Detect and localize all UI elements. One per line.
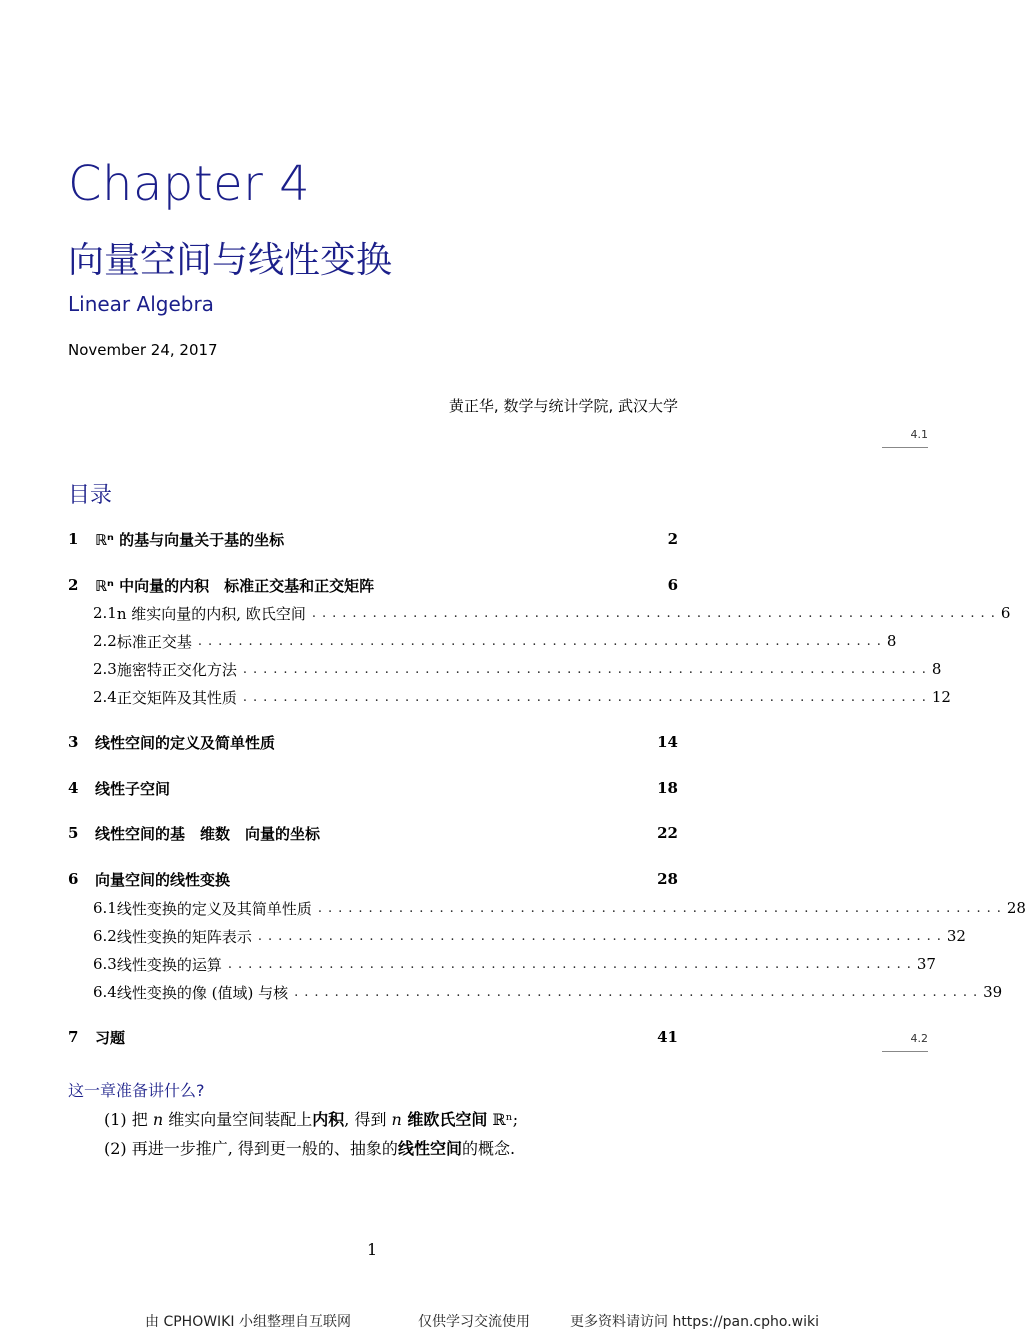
emphasis-inner-product: 内积	[312, 1110, 345, 1129]
toc-leader-dots: ....................................................................	[311, 605, 1001, 621]
toc-leader-dots: ....................................................................	[294, 984, 984, 1000]
toc-section-title: 习题	[95, 1028, 126, 1047]
toc-section[interactable]	[68, 777, 678, 799]
toc-subsection-number: 6.3	[93, 955, 117, 973]
toc-subsection[interactable]	[93, 953, 936, 975]
author: 黄正华, 数学与统计学院, 武汉大学	[448, 397, 678, 415]
toc-subsection[interactable]	[93, 897, 1026, 919]
toc-subsection[interactable]	[93, 658, 942, 680]
text: (1) 把	[104, 1110, 153, 1129]
toc-subsection-number: 2.4	[93, 688, 117, 706]
toc-subsection[interactable]	[93, 981, 1003, 1003]
toc-subsection-title: 施密特正交化方法	[116, 660, 237, 679]
toc-section-number: 1	[68, 530, 79, 548]
toc-section[interactable]	[68, 528, 678, 550]
toc-subsection-number: 6.4	[93, 983, 117, 1001]
toc-section-title: ℝⁿ 的基与向量关于基的坐标	[95, 530, 285, 549]
toc-subsection-number: 6.2	[93, 927, 117, 945]
toc-subsection-page: 8	[931, 660, 942, 678]
toc-section-page: 22	[657, 824, 678, 842]
footer-middle: 仅供学习交流使用	[418, 1314, 530, 1330]
footer-left: 由 CPHOWIKI 小组整理自互联网	[145, 1314, 351, 1330]
toc-subsection-number: 2.3	[93, 660, 117, 678]
toc-subsection-title: 线性变换的像 (值域) 与核	[116, 983, 289, 1002]
toc-heading: 目录	[68, 483, 113, 508]
toc-section[interactable]	[68, 868, 678, 890]
toc-subsection-page: 39	[983, 983, 1003, 1001]
toc-subsection-page: 8	[886, 632, 897, 650]
toc-subsection[interactable]	[93, 686, 951, 708]
toc-section-page: 14	[657, 733, 678, 751]
emphasis-euclidean-space: 维欧氏空间	[401, 1110, 488, 1129]
toc-subsection-page: 6	[1000, 604, 1011, 622]
toc-subsection-title: 线性变换的定义及其简单性质	[116, 899, 312, 918]
toc-subsection-title: 线性变换的运算	[116, 955, 222, 974]
date: November 24, 2017	[68, 341, 218, 359]
text: 的概念.	[461, 1139, 516, 1158]
text: , 得到	[344, 1110, 392, 1129]
toc-section-page: 2	[667, 530, 678, 548]
math-n: n	[152, 1110, 164, 1129]
toc-subsection[interactable]	[93, 925, 966, 947]
toc-section-title: 线性子空间	[95, 779, 171, 798]
toc-section-title: 向量空间的线性变换	[95, 870, 231, 889]
page-number: 1	[367, 1240, 378, 1259]
toc-subsection-title: 正交矩阵及其性质	[116, 688, 237, 707]
text: ℝⁿ;	[487, 1110, 519, 1129]
toc-subsection[interactable]	[93, 630, 897, 652]
question-heading: 这一章准备讲什么?	[68, 1081, 205, 1100]
toc-section[interactable]	[68, 574, 678, 596]
toc-leader-dots: ....................................................................	[227, 956, 917, 972]
toc-section-page: 6	[667, 576, 678, 594]
body-line-2	[104, 1136, 515, 1159]
chapter-title: Chapter 4	[68, 156, 311, 212]
toc-section-number: 6	[68, 870, 79, 888]
text: (2) 再进一步推广, 得到更一般的、抽象的	[104, 1139, 398, 1158]
toc-leader-dots: ....................................................................	[242, 689, 932, 705]
toc-section-number: 5	[68, 824, 79, 842]
slide-marker-2: 4.2	[882, 1032, 928, 1052]
toc-section-page: 28	[657, 870, 678, 888]
toc-section-page: 41	[657, 1028, 678, 1046]
toc-leader-dots: ....................................................................	[242, 661, 932, 677]
toc-section-number: 3	[68, 733, 79, 751]
toc-subsection[interactable]	[93, 602, 1011, 624]
footer-right[interactable]: 更多资料请访问 https://pan.cpho.wiki	[570, 1314, 819, 1330]
toc-section-number: 2	[68, 576, 79, 594]
subtitle: Linear Algebra	[68, 292, 214, 316]
toc-subsection-number: 2.2	[93, 632, 117, 650]
toc-section-page: 18	[657, 779, 678, 797]
toc-section-title: 线性空间的定义及简单性质	[95, 733, 276, 752]
toc-section-number: 4	[68, 779, 79, 797]
toc-section[interactable]	[68, 822, 678, 844]
toc-subsection-title: 标准正交基	[116, 632, 192, 651]
toc-section[interactable]	[68, 1026, 678, 1048]
toc-leader-dots: ....................................................................	[257, 928, 947, 944]
chinese-title: 向量空间与线性变换	[68, 240, 393, 281]
toc-subsection-page: 37	[916, 955, 936, 973]
toc-subsection-page: 12	[931, 688, 951, 706]
toc-leader-dots: ....................................................................	[197, 633, 887, 649]
toc-subsection-title: n 维实向量的内积, 欧氏空间	[116, 604, 306, 623]
toc-section-title: 线性空间的基 维数 向量的坐标	[95, 824, 321, 843]
body-line-1	[104, 1107, 518, 1130]
toc-leader-dots: ....................................................................	[317, 900, 1007, 916]
toc-subsection-title: 线性变换的矩阵表示	[116, 927, 252, 946]
toc-subsection-number: 2.1	[93, 604, 117, 622]
toc-section-number: 7	[68, 1028, 79, 1046]
toc-section-title: ℝⁿ 中向量的内积 标准正交基和正交矩阵	[95, 576, 375, 595]
text: 维实向量空间装配上	[163, 1110, 313, 1129]
slide-marker-1: 4.1	[882, 428, 928, 448]
math-n: n	[391, 1110, 402, 1129]
toc-subsection-page: 28	[1006, 899, 1026, 917]
toc-section[interactable]	[68, 731, 678, 753]
toc-subsection-number: 6.1	[93, 899, 117, 917]
toc-subsection-page: 32	[946, 927, 966, 945]
emphasis-linear-space: 线性空间	[397, 1139, 462, 1158]
